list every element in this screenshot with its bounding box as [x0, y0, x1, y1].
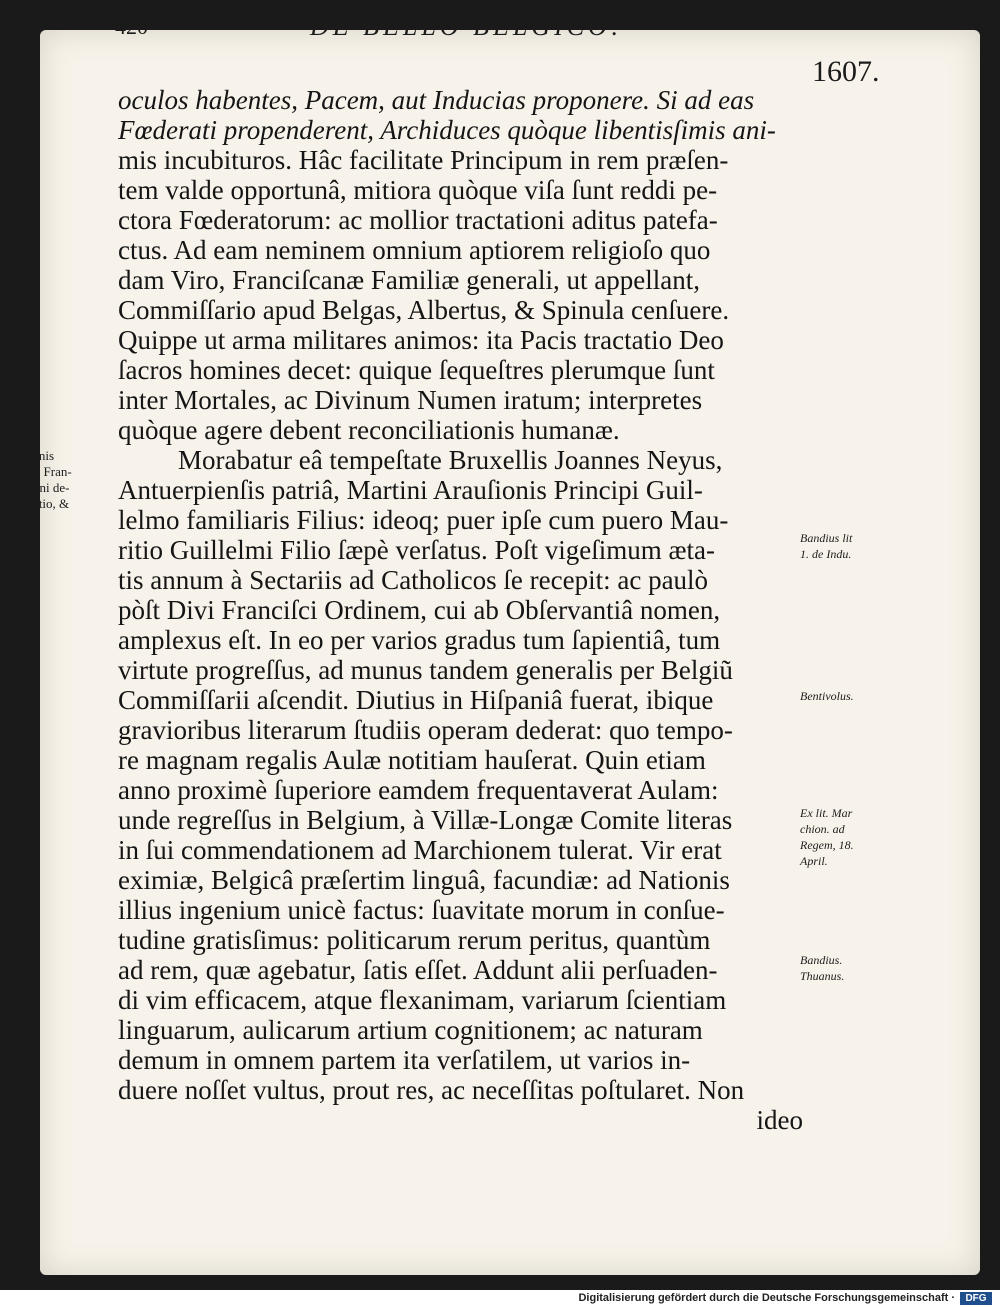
text-line: gravioribus literarum ſtudiis operam dederat: quo tempo-	[118, 715, 733, 745]
year-marginal: 1607.	[812, 55, 880, 88]
text-line: unde regreſſus in Belgium, à Villæ-Longæ Comite literas	[118, 805, 733, 835]
catchword: ideo	[756, 1105, 803, 1135]
text-line: Commiſſarii aſcendit. Diutius in Hiſpaniâ fuerat, ibique	[118, 685, 714, 715]
text-line: Quippe ut arma militares animos: ita Pacis tractatio Deo	[118, 325, 724, 355]
text-line: ritio Guillelmi Filio ſæpè verſatus. Poſt vigeſimum æta-	[118, 535, 715, 565]
text-line: virtute progreſſus, ad munus tandem generalis per Belgiũ	[118, 655, 733, 685]
running-head: DE BELLO BELGICO:	[310, 12, 624, 41]
text-line: tis annum à Sectariis ad Catholicos ſe recepit: ac paulò	[118, 565, 709, 595]
text-line: Commiſſario apud Belgas, Albertus, & Spinula cenſuere.	[118, 295, 730, 325]
text-line: dam Viro, Franciſcanæ Familiæ generali, ut appellant,	[118, 265, 700, 295]
sidenote-joannis: Joannis Neyi Fran- ciſcani de- ſcriptio, & laus.	[15, 448, 72, 527]
text-line: in ſui commendationem ad Marchionem tulerat. Vir erat	[118, 835, 722, 865]
main-text-block	[118, 45, 803, 1135]
sidenote-bentivolus: Bentivolus.	[800, 689, 854, 703]
text-line: illius ingenium unicè factus: ſuavitate morum in conſue-	[118, 895, 725, 925]
text-line: ctora Fœderatorum: ac mollior tractationi aditus patefa-	[118, 205, 718, 235]
text-line: duere noſſet vultus, prout res, ac neceſſitas poſtularet. Non	[118, 1075, 745, 1105]
text-line: mis incubituros. Hâc facilitate Principum in rem præſen-	[118, 145, 729, 175]
page-number: 420	[115, 14, 148, 39]
text-line: pòſt Divi Franciſci Ordinem, cui ab Obſervantiâ nomen,	[118, 595, 721, 625]
text-line: inter Mortales, ac Divinum Numen iratum; interpretes	[118, 385, 703, 415]
text-line: ſacros homines decet: quique ſequeſtres plerumque ſunt	[118, 355, 715, 385]
dfg-logo: DFG	[960, 1292, 992, 1305]
text-line: di vim efficacem, atque flexanimam, variarum ſcientiam	[118, 985, 727, 1015]
text-line: demum in omnem partem ita verſatilem, ut varios in-	[118, 1045, 691, 1075]
text-line: ad rem, quæ agebatur, ſatis eſſet. Addunt alii perſuaden-	[118, 955, 718, 985]
text-line: anno proximè ſuperiore eamdem frequentaverat Aulam:	[118, 775, 719, 805]
text-line: ctus. Ad eam neminem omnium aptiorem religioſo quo	[118, 235, 711, 265]
text-line: Fœderati propenderent, Archiduces quòque libentisſimis ani-	[118, 115, 776, 145]
text-line: re magnam regalis Aulæ notitiam hauſerat. Quin etiam	[118, 745, 706, 775]
text-line: linguarum, aulicarum artium cognitionem; ac naturam	[118, 1015, 703, 1045]
text-line: Antuerpienſis patriâ, Martini Arauſionis Principi Guil-	[118, 475, 703, 505]
footer-bar	[0, 1290, 1000, 1307]
text-line: Morabatur eâ tempeſtate Bruxellis Joannes Neyus,	[178, 445, 723, 475]
text-line: lelmo familiaris Filius: ideoq; puer ipſe cum puero Mau-	[118, 505, 729, 535]
text-line: tudine gratisſimus: politicarum rerum peritus, quantùm	[118, 925, 711, 955]
text-line: quòque agere debent reconciliationis humanæ.	[118, 415, 620, 445]
sidenote-ex-lit: Ex lit. Mar chion. ad Regem, 18. April.	[800, 806, 854, 868]
text-line: amplexus eſt. In eo per varios gradus tum ſapientiâ, tum	[118, 625, 721, 655]
sidenote-bandius-2: Bandius. Thuanus.	[800, 953, 845, 983]
sidenote-bandius-1: Bandius lit 1. de Indu.	[800, 531, 853, 561]
funding-credit: Digitalisierung gefördert durch die Deutsche Forschungsgemeinschaft ·	[578, 1292, 955, 1304]
text-line: oculos habentes, Pacem, aut Inducias proponere. Si ad eas	[118, 85, 755, 115]
text-line: tem valde opportunâ, mitiora quòque viſa ſunt reddi pe-	[118, 175, 718, 205]
text-line: eximiæ, Belgicâ præſertim linguâ, facundiæ: ad Nationis	[118, 865, 730, 895]
